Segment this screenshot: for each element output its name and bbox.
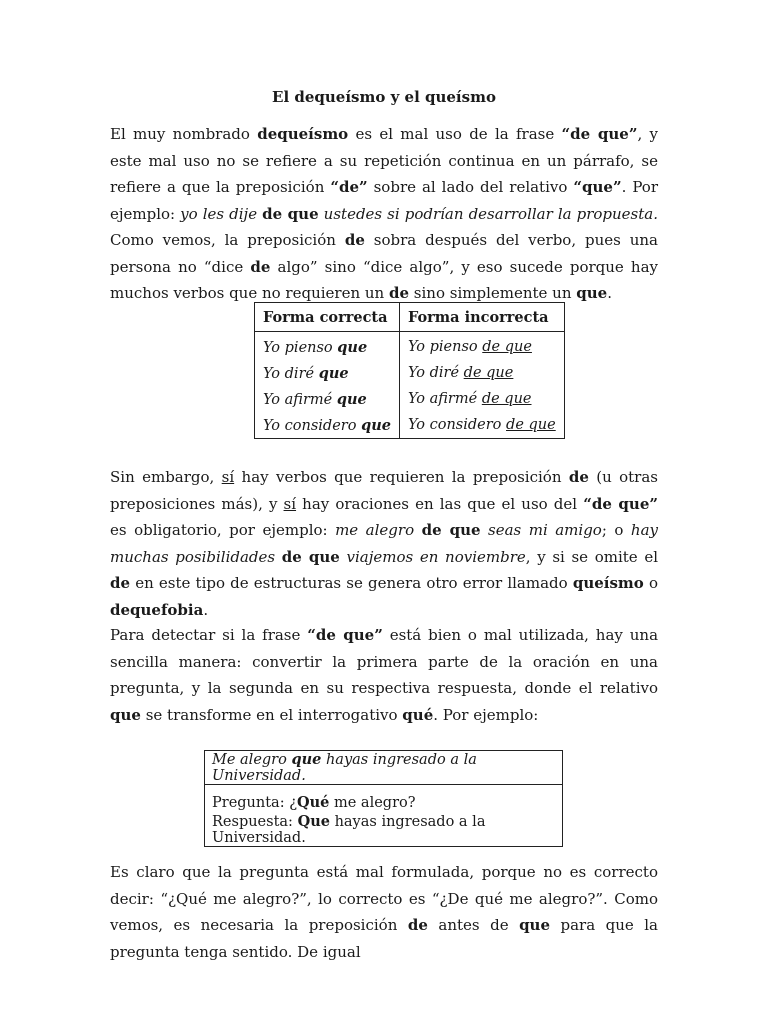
column-header-correct: Forma correcta [255,303,400,332]
example-sentence-cell: Me alegro que hayas ingresado a la Universidad. [205,751,563,785]
correct-form-cell: Yo pienso que [255,332,400,361]
incorrect-form-cell: Yo considero de que [399,412,564,439]
table-row [255,386,565,412]
answer-cell: Respuesta: Que hayas ingresado a la Universidad. [205,813,563,847]
forms-comparison-table [254,302,565,439]
question-row [205,785,563,814]
correct-form-cell: Yo considero que [255,412,400,439]
paragraph-conclusion: Es claro que la pregunta está mal formulada, porque no es correcto decir: “¿Qué me alegro?”, lo correcto es “¿De qué me alegro?”. Como vemos, es necesaria la preposición de antes de que para que la pregunta tenga sentido. De igual [110,863,658,961]
document-title: El dequeísmo y el queísmo [272,88,496,106]
table-row [255,360,565,386]
paragraph-required-preposition: Sin embargo, sí hay verbos que requieren la preposición de (u otras preposiciones más), y sí hay oraciones en las que el uso del “de que” es obligatorio, por ejemplo: me alegro de que seas mi amigo; o hay muchas posibilidades de que viajemos en noviembre, y si se omite el de en este tipo de estructuras se genera otro error llamado queísmo o dequefobia. [110,468,658,619]
incorrect-form-cell: Yo diré de que [399,360,564,386]
correct-form-cell: Yo diré que [255,360,400,386]
paragraph-detection-method: Para detectar si la frase “de que” está bien o mal utilizada, hay una sencilla manera: convertir la primera parte de la oración en una pregunta, y la segunda en su respectiva respuesta, donde el relativo que se transforme en el interrogativo qué. Por ejemplo: [110,626,659,724]
correct-form-cell: Yo afirmé que [255,386,400,412]
answer-row [205,813,563,847]
table-row [255,412,565,439]
incorrect-form-cell: Yo pienso de que [399,332,564,361]
column-header-incorrect: Forma incorrecta [399,303,564,332]
table-row [255,332,565,361]
example-box-table [204,750,563,847]
question-cell: Pregunta: ¿Qué me alegro? [205,785,563,814]
incorrect-form-cell: Yo afirmé de que [399,386,564,412]
table-header-row [255,303,565,332]
example-sentence-row [205,751,563,785]
paragraph-dequeismo-definition: El muy nombrado dequeísmo es el mal uso de la frase “de que”, y este mal uso no se refiere a su repetición continua en un párrafo, se refiere a que la preposición “de” sobre al lado del relativo “que”. Por ejemplo: yo les dije de que ustedes si podrían desarrollar la propuesta. Como vemos, la preposición de sobra después del verbo, pues una persona no “dice de algo” sino “dice algo”, y eso sucede porque hay muchos verbos que no requieren un de sino simplemente un que. [110,125,659,302]
